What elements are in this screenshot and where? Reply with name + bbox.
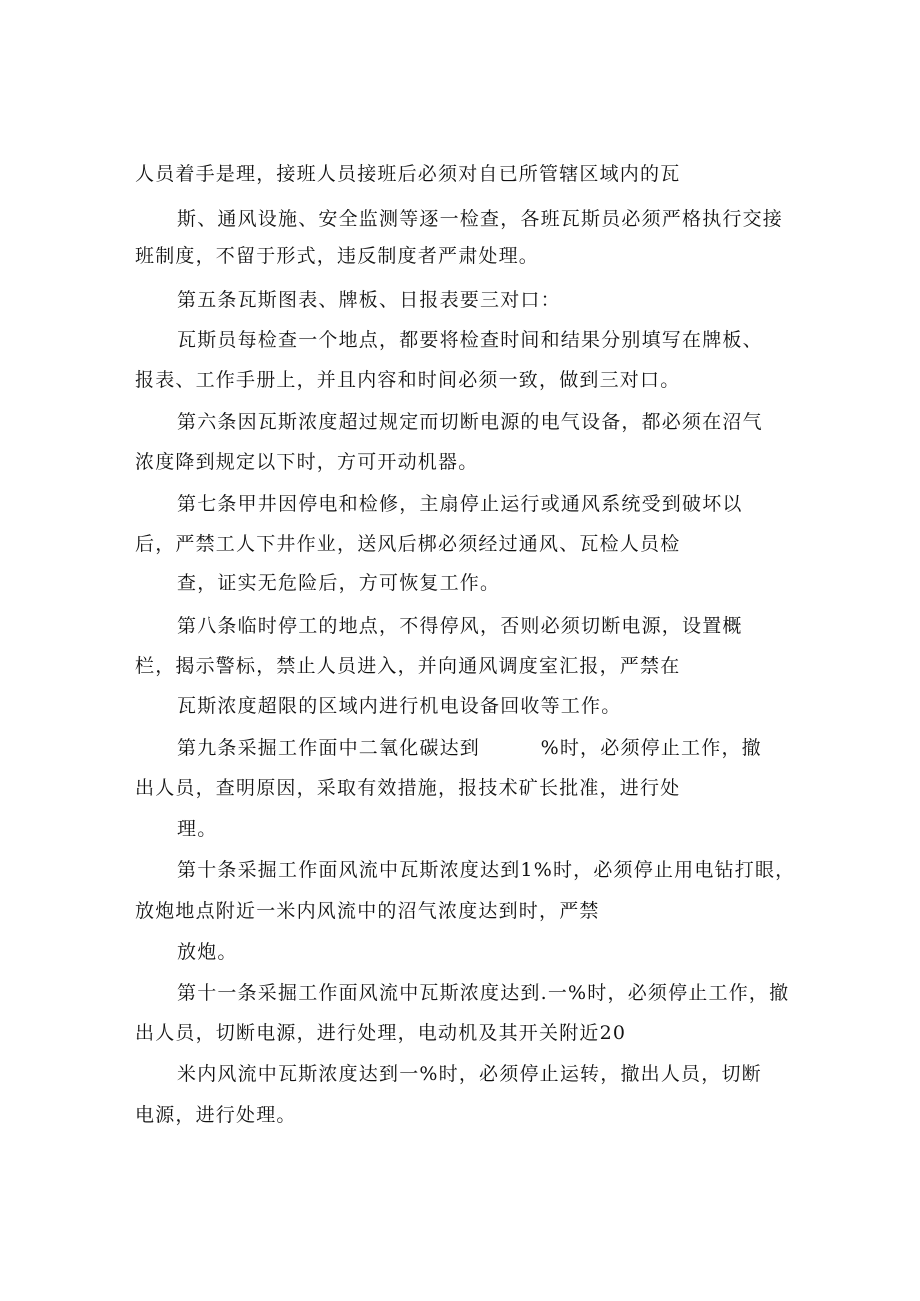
article-9-line: 第九条采掘工作面中二氧化碳达到 %时，必须停止工作，撤 [177, 737, 762, 759]
article-8-line: 第八条临时停工的地点，不得停风，否则必须切断电源，设置概 [177, 615, 743, 637]
text-line: 瓦斯浓度超限的区域内进行机电设备回收等工作。 [177, 695, 622, 717]
text-line: 出人员，切断电源，进行处理，电动机及其开关附近20 [135, 1022, 627, 1044]
text-line: 报表、工作手册上，并且内容和时间必须一致，做到三对口。 [135, 369, 681, 391]
text-line: 班制度，不留于形式，违反制度者严肃处理。 [135, 245, 540, 267]
text-line: 米内风流中瓦斯浓度达到一%时，必须停止运转，撤出人员，切断 [177, 1063, 762, 1085]
text-line: 栏，揭示警标，禁止人员进入，并向通风调度室汇报，严禁在 [135, 655, 681, 677]
text-line: 出人员，查明原因，采取有效措施，报技术矿长批准，进行处 [135, 777, 681, 799]
text-line: 人员着手是理，接班人员接班后必须对自已所管辖区域内的瓦 [135, 163, 681, 185]
text-line: 斯、通风设施、安全监测等逐一检查，各班瓦斯员必须严格执行交接 [177, 208, 784, 230]
text-line: 放炮地点附近一米内风流中的沼气浓度达到时，严禁 [135, 900, 600, 922]
text-line: 放炮。 [177, 941, 238, 963]
text-line: 后，严禁工人下井作业，送风后梆必须经过通风、瓦检人员检 [135, 533, 681, 555]
article-5-heading: 第五条瓦斯图表、牌板、日报表要三对口： [177, 289, 561, 311]
article-10-line: 第十条采掘工作面风流中瓦斯浓度达到1%时，必须停止用电钻打眼， [177, 859, 796, 881]
article-7-line: 第七条甲井因停电和检修，主扇停止运行或通风系统受到破坏以 [177, 493, 743, 515]
text-line: 查，证实无危险后，方可恢复工作。 [177, 572, 501, 594]
article-11-line: 第十一条采掘工作面风流中瓦斯浓度达到.一%时，必须停止工作，撤 [177, 982, 790, 1004]
text-line: 浓度降到规定以下时，方可开动机器。 [135, 451, 479, 473]
article-6-line: 第六条因瓦斯浓度超过规定而切断电源的电气设备，都必须在沼气 [177, 411, 763, 433]
text-line: 电源，进行处理。 [135, 1104, 297, 1126]
text-line: 瓦斯员每检查一个地点，都要将检查时间和结果分别填写在牌板、 [177, 329, 763, 351]
text-line: 理。 [177, 818, 218, 840]
